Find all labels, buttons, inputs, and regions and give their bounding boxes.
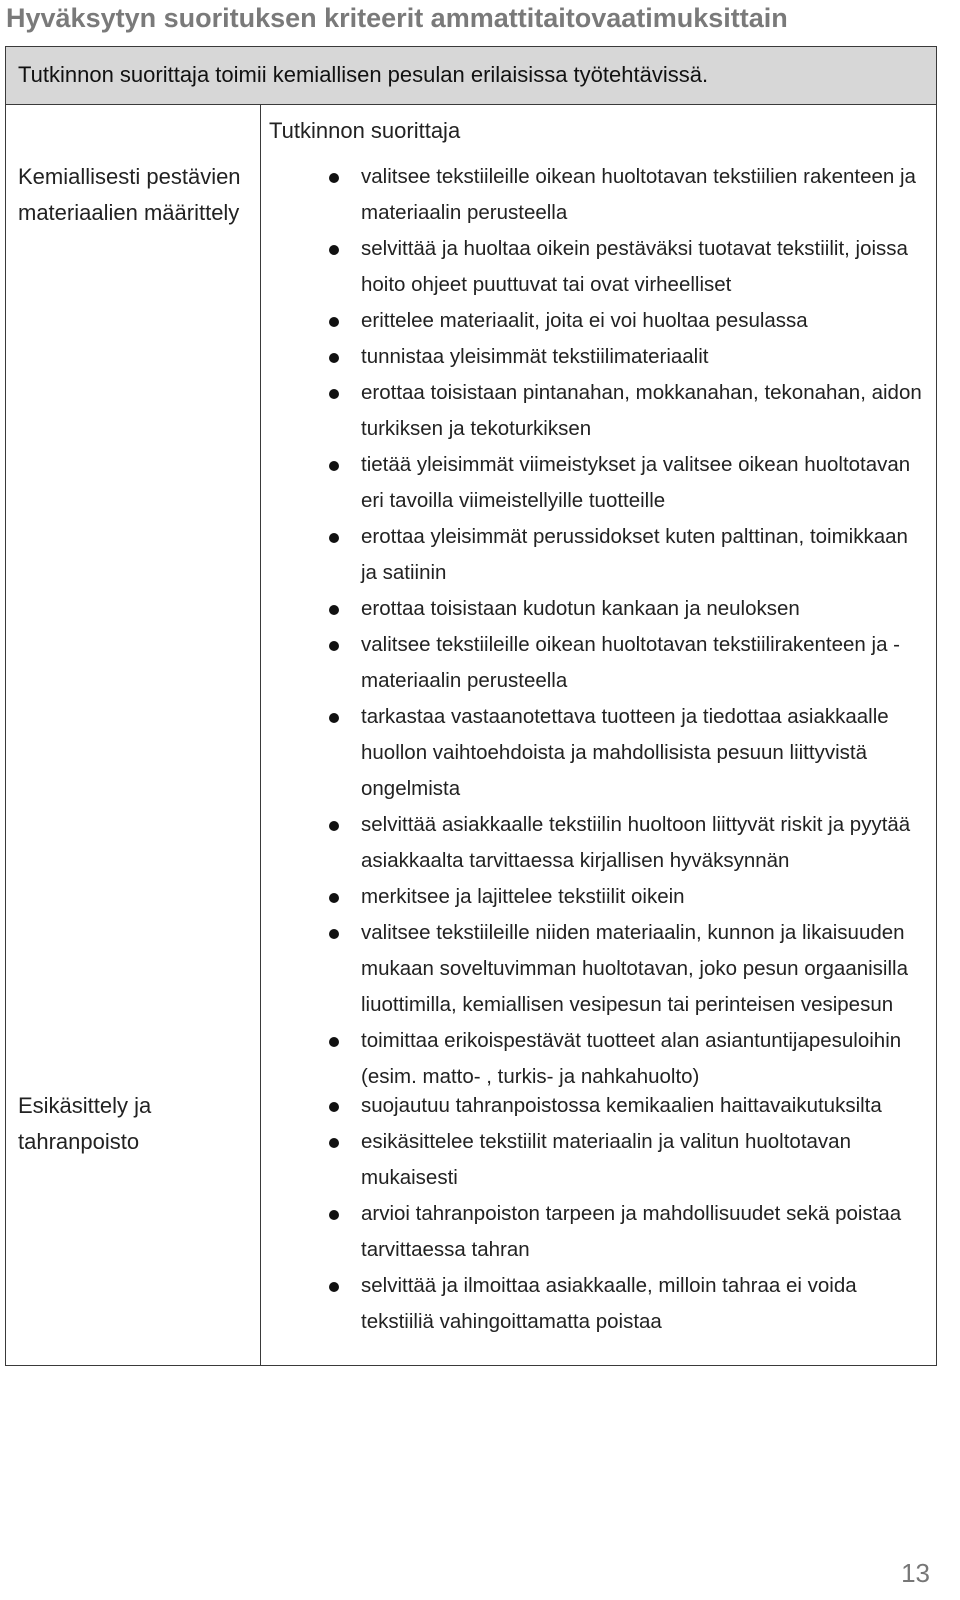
list-item bbox=[269, 699, 929, 807]
section-intro: Tutkinnon suorittaja bbox=[269, 118, 461, 143]
criteria-table bbox=[5, 46, 937, 1366]
list-item bbox=[269, 447, 929, 519]
list-item-text: merkitsee ja lajittelee tekstiilit oikein bbox=[361, 885, 685, 908]
bullet-icon bbox=[329, 533, 339, 543]
list-item bbox=[269, 1196, 929, 1268]
column-divider bbox=[260, 105, 261, 1365]
list-item bbox=[269, 591, 929, 627]
bullet-icon bbox=[329, 605, 339, 615]
criteria-list-materials bbox=[269, 159, 929, 1095]
list-item-text: selvittää ja ilmoittaa asiakkaalle, milloin tahraa ei voida tekstiiliä vahingoittamatta poistaa bbox=[361, 1274, 857, 1333]
list-item-text: erottaa toisistaan kudotun kankaan ja neuloksen bbox=[361, 597, 800, 620]
bullet-icon bbox=[329, 821, 339, 831]
list-item bbox=[269, 1088, 929, 1124]
bullet-icon bbox=[329, 245, 339, 255]
bullet-icon bbox=[329, 1282, 339, 1292]
list-item bbox=[269, 807, 929, 879]
list-item-text: selvittää asiakkaalle tekstiilin huoltoon liittyvät riskit ja pyytää asiakkaalta tarvittaessa kirjallisen hyväksynnän bbox=[361, 813, 911, 872]
bullet-icon bbox=[329, 1102, 339, 1112]
list-item-text: erottaa yleisimmät perussidokset kuten palttinan, toimikkaan ja satiinin bbox=[361, 525, 908, 584]
list-item-text: tunnistaa yleisimmät tekstiilimateriaalit bbox=[361, 345, 709, 368]
list-item bbox=[269, 1023, 929, 1095]
list-item-text: tarkastaa vastaanotettava tuotteen ja tiedottaa asiakkaalle huollon vaihtoehdoista ja mahdollisista pesuun liittyvistä ongelmista bbox=[361, 705, 889, 800]
page-number: 13 bbox=[901, 1558, 930, 1588]
table-header: Tutkinnon suorittaja toimii kemiallisen pesulan erilaisissa työtehtävissä. bbox=[6, 47, 936, 105]
bullet-icon bbox=[329, 461, 339, 471]
list-item-text: valitsee tekstiileille niiden materiaalin, kunnon ja likaisuuden mukaan soveltuvimman huoltotavan, joko pesun orgaanisilla liuottimilla, kemiallisen vesipesun tai perinteisen vesipesun bbox=[361, 921, 908, 1016]
page-heading: Hyväksytyn suorituksen kriteerit ammattitaitovaatimuksittain bbox=[6, 3, 788, 33]
list-item-text: valitsee tekstiileille oikean huoltotavan tekstiilirakenteen ja - materiaalin perusteella bbox=[361, 633, 900, 692]
list-item bbox=[269, 375, 929, 447]
list-item-text: suojautuu tahranpoistossa kemikaalien haittavaikutuksilta bbox=[361, 1094, 882, 1117]
criteria-list-stain-removal bbox=[269, 1088, 929, 1340]
list-item-text: tietää yleisimmät viimeistykset ja valitsee oikean huoltotavan eri tavoilla viimeistellyille tuotteille bbox=[361, 453, 911, 512]
list-item bbox=[269, 879, 929, 915]
list-item-text: erittelee materiaalit, joita ei voi huoltaa pesulassa bbox=[361, 309, 808, 332]
bullet-icon bbox=[329, 1210, 339, 1220]
list-item-text: arvioi tahranpoiston tarpeen ja mahdollisuudet sekä poistaa tarvittaessa tahran bbox=[361, 1202, 902, 1261]
list-item bbox=[269, 915, 929, 1023]
list-item bbox=[269, 1124, 929, 1196]
list-item-text: esikäsittelee tekstiilit materiaalin ja valitun huoltotavan mukaisesti bbox=[361, 1130, 851, 1189]
bullet-icon bbox=[329, 929, 339, 939]
list-item-text: selvittää ja huoltaa oikein pestäväksi tuotavat tekstiilit, joissa hoito ohjeet puuttuvat tai ovat virheelliset bbox=[361, 237, 908, 296]
bullet-icon bbox=[329, 893, 339, 903]
list-item bbox=[269, 627, 929, 699]
list-item bbox=[269, 519, 929, 591]
list-item-text: valitsee tekstiileille oikean huoltotavan tekstiilien rakenteen ja materiaalin perusteella bbox=[361, 165, 916, 224]
list-item-text: toimittaa erikoispestävät tuotteet alan asiantuntijapesuloihin (esim. matto- , turkis- ja nahkahuolto) bbox=[361, 1029, 902, 1088]
list-item bbox=[269, 231, 929, 303]
bullet-icon bbox=[329, 1037, 339, 1047]
section-label-materials: Kemiallisesti pestävien materiaalien määrittely bbox=[18, 164, 241, 225]
bullet-icon bbox=[329, 713, 339, 723]
list-item bbox=[269, 1268, 929, 1340]
list-item bbox=[269, 339, 929, 375]
list-item bbox=[269, 159, 929, 231]
bullet-icon bbox=[329, 641, 339, 651]
bullet-icon bbox=[329, 1138, 339, 1148]
bullet-icon bbox=[329, 353, 339, 363]
bullet-icon bbox=[329, 317, 339, 327]
bullet-icon bbox=[329, 389, 339, 399]
list-item-text: erottaa toisistaan pintanahan, mokkanahan, tekonahan, aidon turkiksen ja tekoturkiksen bbox=[361, 381, 922, 440]
list-item bbox=[269, 303, 929, 339]
bullet-icon bbox=[329, 173, 339, 183]
section-label-stain-removal: Esikäsittely ja tahranpoisto bbox=[18, 1093, 152, 1154]
